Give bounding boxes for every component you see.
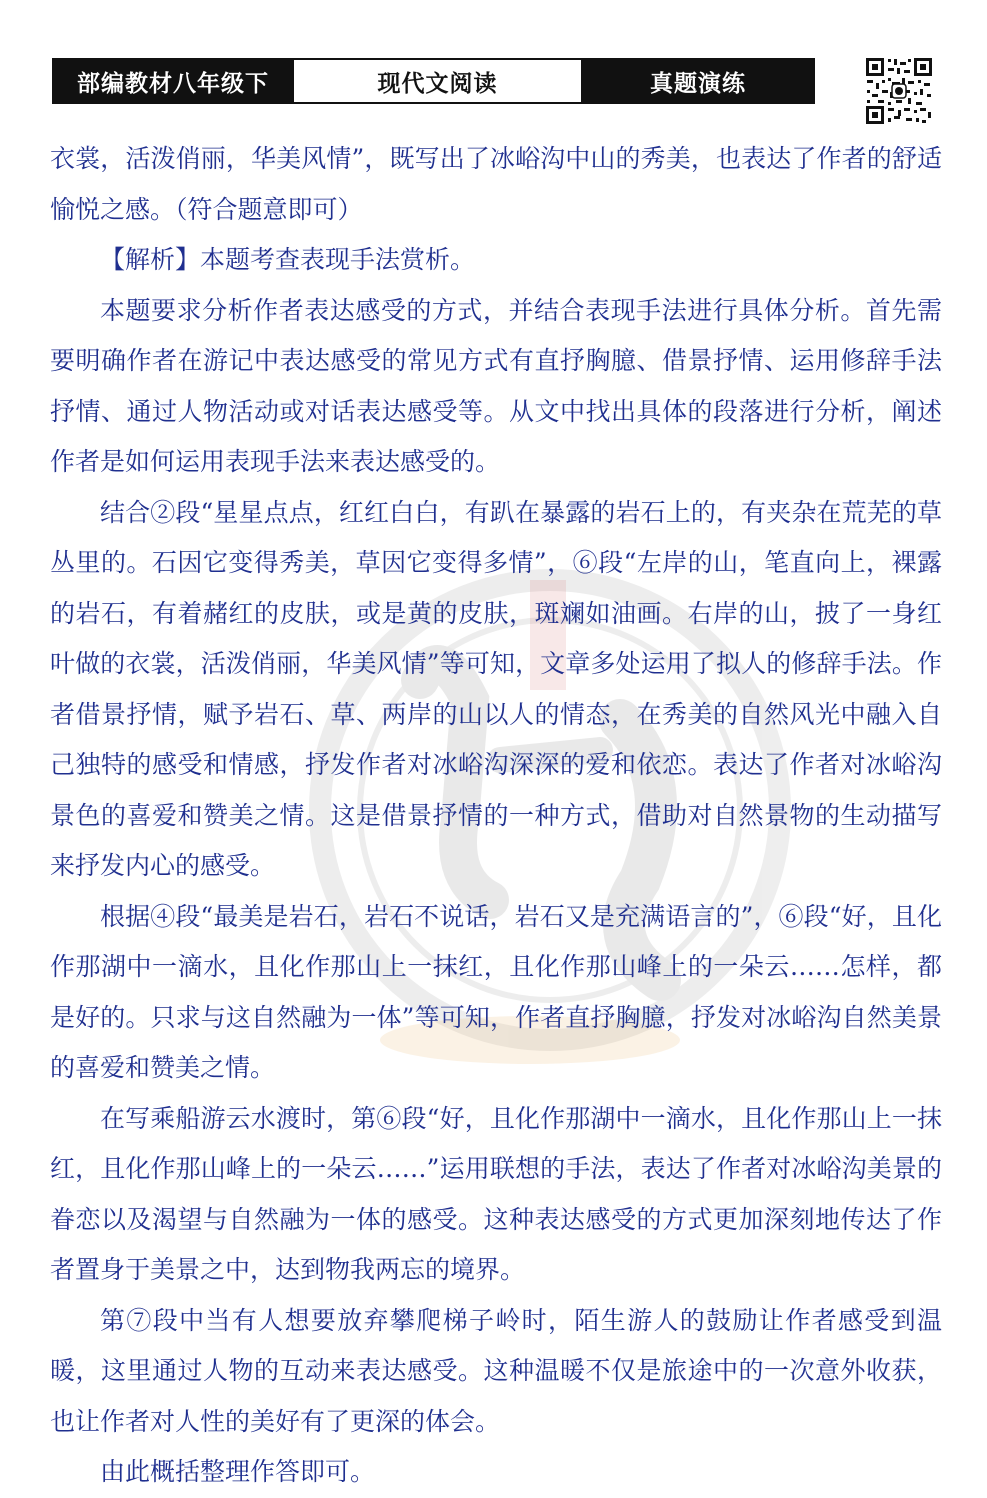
paragraph-association: 在写乘船游云水渡时，第⑥段“好，且化作那湖中一滴水，且化作那山上一抹红，且化作那山峰上的一朵云……”运用联想的手法，表达了作者对冰峪沟美景的眷恋以及渴望与自然融为一体的感受。这种表达感受的方式更加深刻地传达了作者置身于美景之中，达到物我两忘的境界。 (50, 1103, 942, 1284)
header-bar (52, 58, 815, 104)
header-grade-label: 部编教材八年级下 (54, 60, 292, 102)
paragraph-answer-continuation: 衣裳，活泼俏丽，华美风情”，既写出了冰峪沟中山的秀美，也表达了作者的舒适愉悦之感。（符合题意即可） (50, 144, 942, 224)
paragraph-personification: 结合②段“星星点点，红红白白，有趴在暴露的岩石上的，有夹杂在荒芜的草丛里的。石因它变得秀美，草因它变得多情”，⑥段“左岸的山，笔直向上，裸露的岩石，有着赭红的皮肤，或是黄的皮肤，斑斓如油画。右岸的山，披了一身红叶做的衣裳，活泼俏丽，华美风情”等可知，文章多处运用了拟人的修辞手法。作者借景抒情，赋予岩石、草、两岸的山以人的情态，在秀美的自然风光中融入自己独特的感受和情感，抒发作者对冰峪沟深深的爱和依恋。表达了作者对冰峪沟景色的喜爱和赞美之情。这是借景抒情的一种方式，借助对自然景物的生动描写来抒发内心的感受。 (50, 497, 942, 880)
header-practice-label: 真题演练 (583, 60, 813, 102)
header-section-title: 现代文阅读 (292, 60, 583, 102)
answer-analysis-text (50, 134, 942, 1498)
paragraph-analysis-heading: 【解析】本题考查表现手法赏析。 (100, 245, 476, 274)
paragraph-method: 本题要求分析作者表达感受的方式，并结合表现手法进行具体分析。首先需要明确作者在游记中表达感受的常见方式有直抒胸臆、借景抒情、运用修辞手法抒情、通过人物活动或对话表达感受等。从文中找出具体的段落进行分析，阐述作者是如何运用表现手法来表达感受的。 (50, 295, 942, 476)
paragraph-conclusion: 由此概括整理作答即可。 (100, 1457, 376, 1486)
paragraph-character-interaction: 第⑦段中当有人想要放弃攀爬梯子岭时，陌生游人的鼓励让作者感受到温暖，这里通过人物的互动来表达感受。这种温暖不仅是旅途中的一次意外收获，也让作者对人性的美好有了更深的体会。 (50, 1305, 942, 1436)
paragraph-direct-expression: 根据④段“最美是岩石，岩石不说话，岩石又是充满语言的”，⑥段“好，且化作那湖中一滴水，且化作那山上一抹红，且化作那山峰上的一朵云……怎样，都是好的。只求与这自然融为一体”等可知，作者直抒胸臆，抒发对冰峪沟自然美景的喜爱和赞美之情。 (50, 901, 942, 1082)
qr-code-icon[interactable] (864, 56, 934, 126)
